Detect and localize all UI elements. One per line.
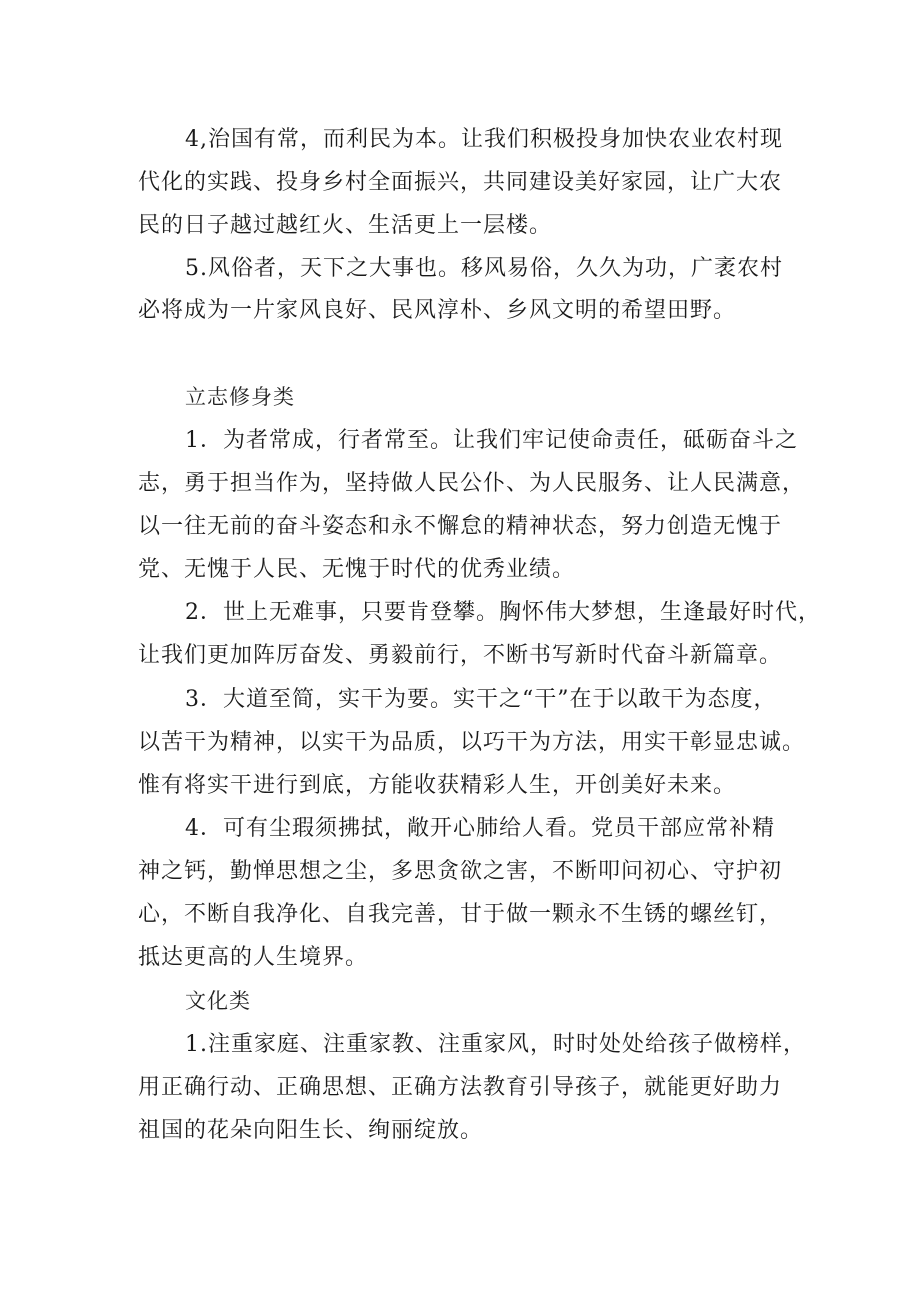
paragraph-line: 4．可有尘瑕须拂拭，敞开心肺给人看。党员干部应常补精 bbox=[185, 816, 775, 841]
paragraph-line: 惟有将实干进行到底，方能收获精彩人生，开创美好未来。 bbox=[138, 773, 737, 798]
paragraph-line: 祖国的花朵向阳生长、绚丽绽放。 bbox=[138, 1118, 484, 1143]
paragraph-line: 志，勇于担当作为，坚持做人民公仆、为人民服务、让人民满意， bbox=[138, 471, 806, 496]
paragraph-line: 4,治国有常，而利民为本。让我们积极投身加快农业农村现 bbox=[185, 127, 783, 152]
paragraph-line: 民的日子越过越红火、生活更上一层楼。 bbox=[138, 213, 553, 238]
paragraph-line: 3．大道至简，实干为要。实干之“干”在于以敢干为态度， bbox=[185, 687, 777, 712]
paragraph-line: 抵达更高的人生境界。 bbox=[138, 945, 369, 970]
paragraph-line: 以一往无前的奋斗姿态和永不懈怠的精神状态，努力创造无愧于 bbox=[138, 514, 783, 539]
paragraph-line: 心，不断自我净化、自我完善，甘于做一颗永不生锈的螺丝钉， bbox=[138, 902, 783, 927]
paragraph-line: 党、无愧于人民、无愧于时代的优秀业绩。 bbox=[138, 557, 576, 582]
paragraph-line: 代化的实践、投身乡村全面振兴，共同建设美好家园，让广大农 bbox=[138, 170, 783, 195]
paragraph-line: 1．为者常成，行者常至。让我们牢记使命责任，砥砺奋斗之 bbox=[185, 428, 798, 453]
paragraph-line: 让我们更加阵厉奋发、勇毅前行，不断书写新时代奋斗新篇章。 bbox=[138, 643, 783, 668]
paragraph-line: 用正确行动、正确思想、正确方法教育引导孩子，就能更好助力 bbox=[138, 1075, 783, 1100]
paragraph-line: 以苦干为精神，以实干为品质，以巧干为方法，用实干彰显忠诚。 bbox=[138, 730, 806, 755]
paragraph-line: 2．世上无难事，只要肯登攀。胸怀伟大梦想，生逢最好时代， bbox=[185, 600, 821, 625]
paragraph-line: 神之钙，勤惮思想之尘，多思贪欲之害，不断叩问初心、守护初 bbox=[138, 859, 783, 884]
section-heading: 文化类 bbox=[185, 989, 251, 1013]
paragraph-line: 5.风俗者，天下之大事也。移风易俗，久久为功，广袤农村 bbox=[185, 256, 783, 281]
paragraph-line: 1.注重家庭、注重家教、注重家风，时时处处给孩子做榜样， bbox=[185, 1032, 806, 1057]
section-heading: 立志修身类 bbox=[185, 385, 295, 409]
paragraph-line: 必将成为一片家风良好、民风淳朴、乡风文明的希望田野。 bbox=[138, 298, 737, 323]
